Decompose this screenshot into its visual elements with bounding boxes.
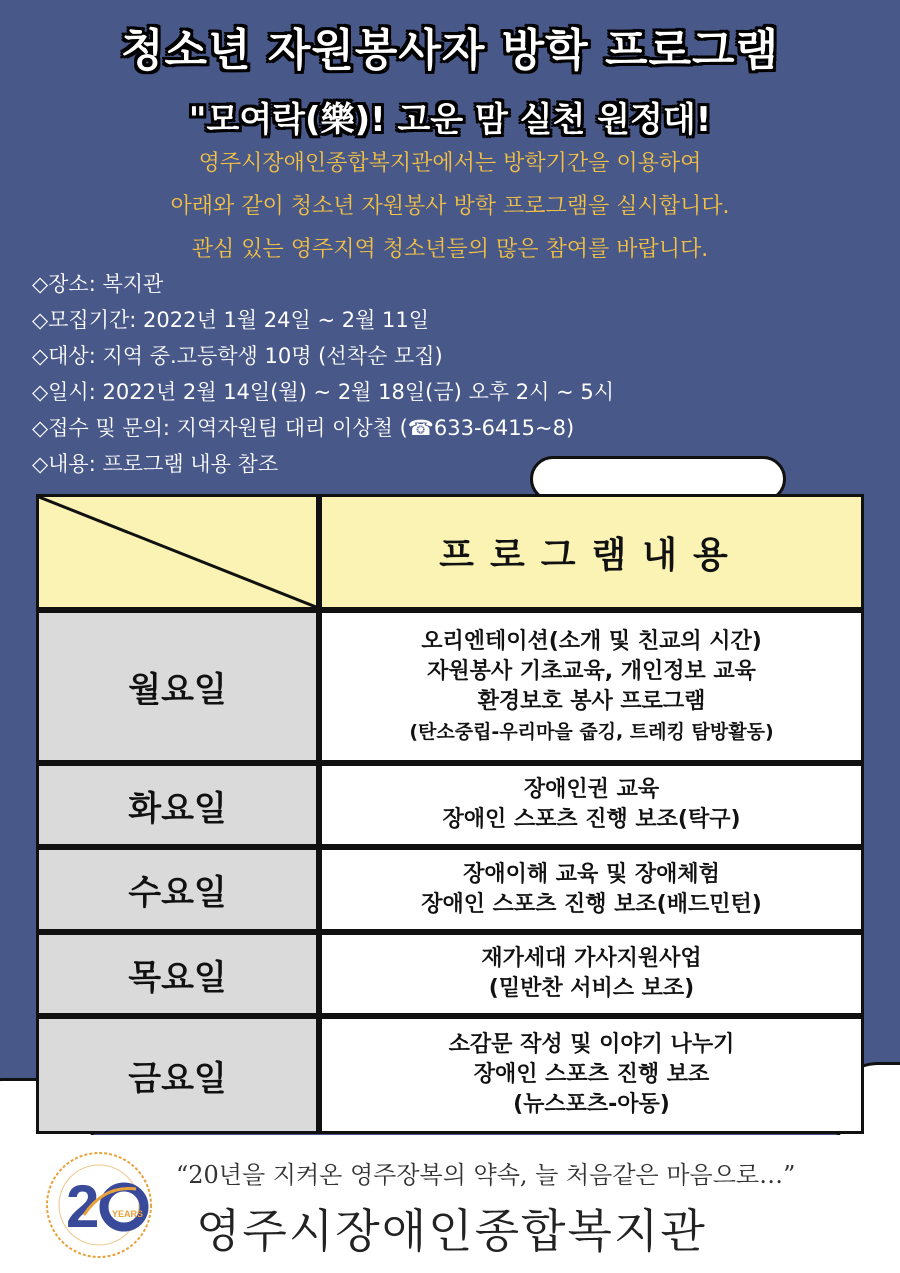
info-list <box>32 266 614 482</box>
day-cell-friday <box>39 1019 316 1131</box>
day-label: 화요일 <box>128 788 227 829</box>
footer-slogan: “20년을 지켜온 영주장복의 약속, 늘 처음같은 마음으로…” <box>176 1161 796 1189</box>
content-line: 소감문 작성 및 이야기 나누기 <box>448 1032 735 1057</box>
intro-line: 영주시장애인종합복지관에서는 방학기간을 이용하여 <box>198 151 702 176</box>
intro-line: 아래와 같이 청소년 자원봉사 방학 프로그램을 실시합니다. <box>170 194 730 219</box>
content-line: 자원봉사 기초교육, 개인정보 교육 <box>427 658 756 684</box>
svg-text:YEARS: YEARS <box>112 1209 144 1219</box>
content-line: 장애이해 교육 및 장애체험 <box>463 861 720 887</box>
content-cell-monday <box>322 613 861 760</box>
content-line: 장애인권 교육 <box>523 777 660 802</box>
info-contact: ◇접수 및 문의: 지역자원팀 대리 이상철 (☎633-6415~8) <box>32 416 575 440</box>
anniversary-logo <box>24 1145 174 1265</box>
table-header-cell <box>322 497 861 607</box>
content-line: (밑반찬 서비스 보조) <box>488 976 695 1001</box>
day-cell-monday <box>39 613 316 760</box>
content-cell-friday <box>322 1019 861 1131</box>
table-corner-cell <box>39 497 316 607</box>
content-cell-tuesday <box>322 766 861 844</box>
anniversary-20-icon <box>24 1145 174 1265</box>
content-note: (탄소중립-우리마을 줍깅, 트레킹 탐방활동) <box>409 720 774 743</box>
day-cell-wednesday <box>39 850 316 929</box>
content-line: 재가세대 가사지원사업 <box>481 946 702 971</box>
content-line: 환경보호 봉사 프로그램 <box>477 688 706 714</box>
program-table <box>36 494 864 1134</box>
day-label: 금요일 <box>128 1058 227 1099</box>
info-schedule: ◇일시: 2022년 2월 14일(월) ~ 2월 18일(금) 오후 2시 ~ 5시 <box>32 380 614 404</box>
poster-subtitle: "모여락(樂)! 고운 맘 실천 원정대! <box>188 100 712 140</box>
intro-text <box>0 142 900 271</box>
day-cell-tuesday <box>39 766 316 844</box>
day-label: 목요일 <box>128 957 227 998</box>
day-label: 월요일 <box>128 670 227 710</box>
footer <box>0 1135 900 1273</box>
organization-name: 영주시장애인종합복지관 <box>196 1204 707 1258</box>
intro-line: 관심 있는 영주지역 청소년들의 많은 참여를 바랍니다. <box>191 237 709 262</box>
info-content: ◇내용: 프로그램 내용 참조 <box>32 452 279 476</box>
content-line: (뉴스포츠-아동) <box>513 1092 670 1117</box>
content-cell-thursday <box>322 935 861 1013</box>
day-label: 수요일 <box>128 873 227 913</box>
content-line: 오리엔테이션(소개 및 친교의 시간) <box>421 628 762 654</box>
content-line: 장애인 스포츠 진행 보조(배드민턴) <box>421 891 762 917</box>
poster-title: 청소년 자원봉사자 방학 프로그램 <box>120 25 779 76</box>
info-recruit-period: ◇모집기간: 2022년 1월 24일 ~ 2월 11일 <box>32 308 430 332</box>
day-cell-thursday <box>39 935 316 1013</box>
diagonal-line-icon <box>39 497 316 607</box>
svg-text:2: 2 <box>66 1173 100 1240</box>
table-header-label: 프로그램내용 <box>439 534 744 576</box>
content-cell-wednesday <box>322 850 861 929</box>
content-line: 장애인 스포츠 진행 보조 <box>473 1062 710 1087</box>
info-target: ◇대상: 지역 중.고등학생 10명 (선착순 모집) <box>32 344 443 368</box>
info-location: ◇장소: 복지관 <box>32 272 164 296</box>
content-line: 장애인 스포츠 진행 보조(탁구) <box>442 807 741 832</box>
